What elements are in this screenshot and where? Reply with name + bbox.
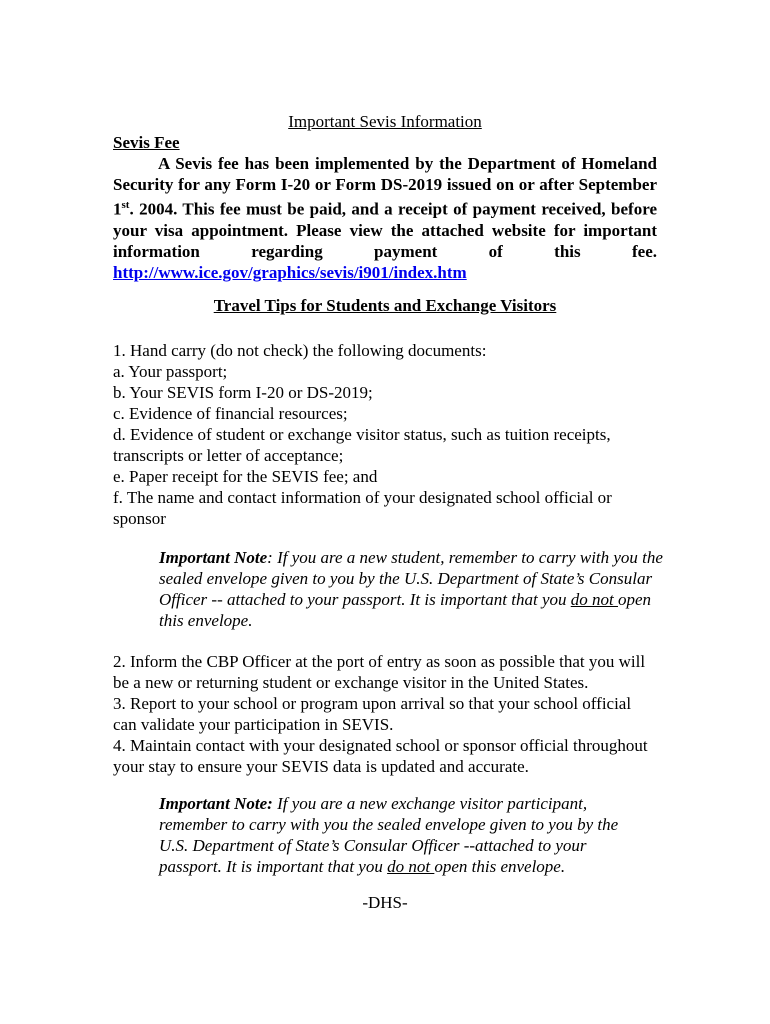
- note-text: If you are a new exchange visitor participant, remember to carry with you the sealed envelope given to you by the U.S. Department of State’s Consular Officer --attached to your passport. It is important that you: [159, 794, 619, 876]
- list-item: 4. Maintain contact with your designated school or sponsor official throughout your stay to ensure your SEVIS data is updated and accurate.: [113, 736, 648, 776]
- list-item: 2. Inform the CBP Officer at the port of entry as soon as possible that you will be a new or returning student or exchange visitor in the United States.: [113, 652, 646, 692]
- sevis-fee-text-1: A Sevis fee has been implemented by the Department of Homeland Security for any Form I-20 or Form DS-2019 issued on or after September 1: [113, 154, 657, 219]
- sevis-fee-heading: Sevis Fee: [113, 133, 180, 152]
- important-note-student: [159, 547, 664, 631]
- sevis-fee-text-2: . 2004. This fee must be paid, and a receipt of payment received, before your visa appointment. Please view the attached website for important information regarding payment of this fee.: [113, 199, 657, 261]
- note-tail: open this envelope.: [434, 857, 566, 876]
- note-text: : If you are a new student, remember to carry with you the sealed envelope given to you by the U.S. Department of State’s Consular Officer -- attached to your passport. It is important that you: [159, 548, 663, 609]
- steps-list: [113, 651, 658, 777]
- travel-tips-heading: Travel Tips for Students and Exchange Visitors: [213, 296, 557, 315]
- list-item: b. Your SEVIS form I-20 or DS-2019;: [113, 383, 373, 402]
- list-item: 3. Report to your school or program upon arrival so that your school official can validate your participation in SEVIS.: [113, 694, 632, 734]
- note-tail: open this envelope.: [159, 590, 652, 630]
- sevis-fee-paragraph: [113, 153, 657, 283]
- carry-intro: 1. Hand carry (do not check) the following documents:: [113, 341, 487, 360]
- list-item: a. Your passport;: [113, 362, 228, 381]
- list-item: e. Paper receipt for the SEVIS fee; and: [113, 467, 378, 486]
- list-item: d. Evidence of student or exchange visitor status, such as tuition receipts, transcripts or letter of acceptance;: [113, 425, 611, 465]
- note-underlined: do not: [387, 857, 435, 876]
- list-item: f. The name and contact information of your designated school official or sponsor: [113, 488, 612, 528]
- footer-signature: -DHS-: [362, 893, 408, 912]
- important-note-exchange: [159, 793, 649, 877]
- note-label: Important Note:: [159, 794, 273, 813]
- sevis-fee-superscript: st: [121, 199, 130, 211]
- sevis-fee-link[interactable]: http://www.ice.gov/graphics/sevis/i901/index.htm: [113, 262, 467, 282]
- note-underlined: do not: [570, 590, 618, 609]
- list-item: c. Evidence of financial resources;: [113, 404, 348, 423]
- document-title: Important Sevis Information: [288, 112, 482, 131]
- note-label: Important Note: [159, 548, 268, 567]
- carry-documents-list: [113, 340, 658, 529]
